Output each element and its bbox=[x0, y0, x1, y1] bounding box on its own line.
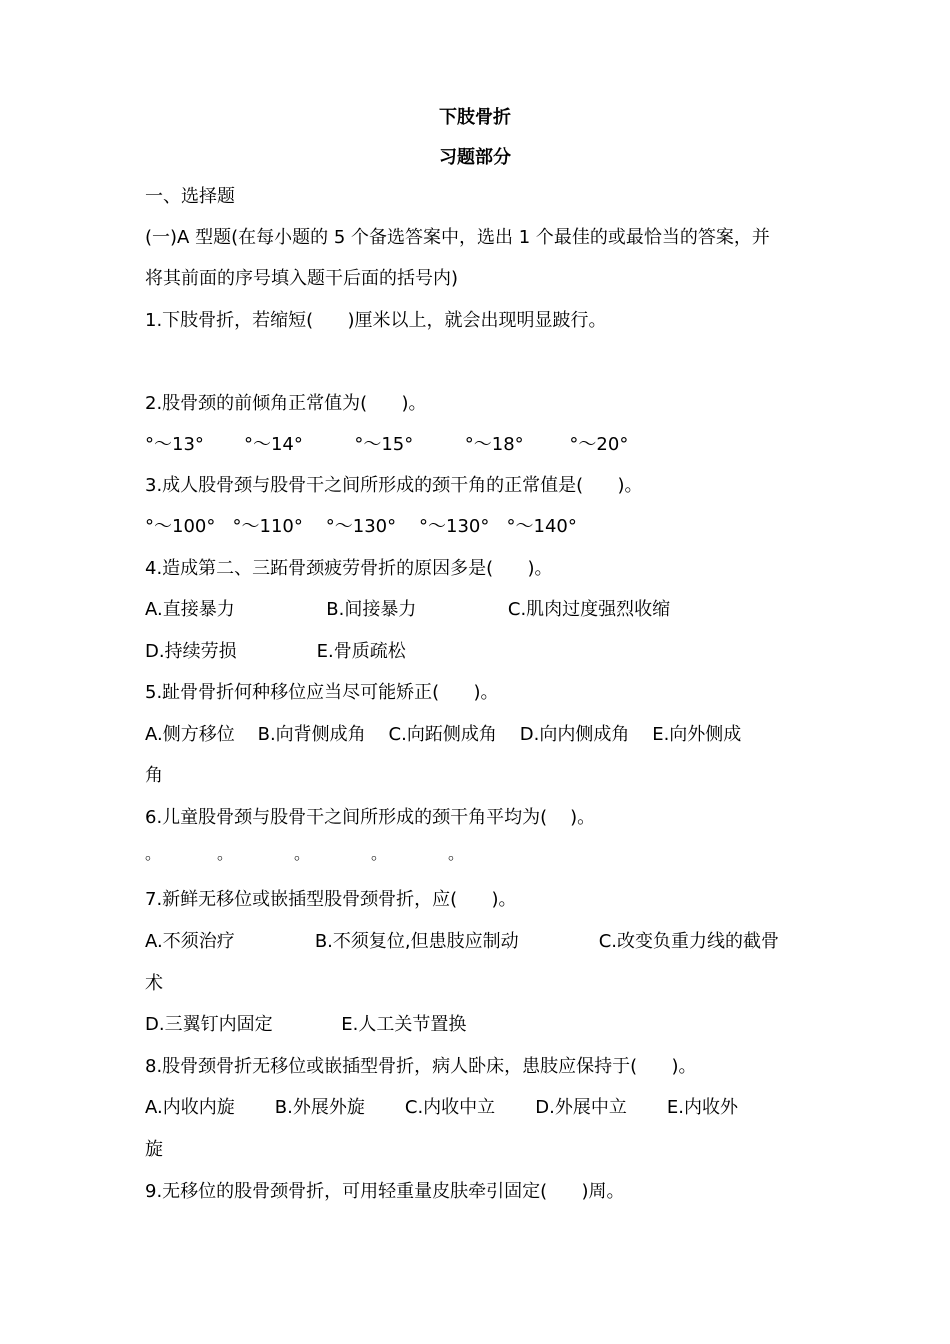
question-options: 。 。 。 。 。 bbox=[145, 844, 465, 863]
page-subtitle: 习题部分 bbox=[439, 147, 511, 168]
instruction-text: 将其前面的序号填入题干后面的括号内) bbox=[145, 268, 459, 289]
question-stem: 5.趾骨骨折何种移位应当尽可能矫正( )。 bbox=[145, 682, 499, 703]
question-options: °～100° °～110° °～130° °～130° °～140° bbox=[145, 516, 577, 537]
question-stem: 6.儿童股骨颈与股骨干之间所形成的颈干角平均为( )。 bbox=[145, 807, 596, 828]
question-stem: 9.无移位的股骨颈骨折，可用轻重量皮肤牵引固定( )周。 bbox=[145, 1181, 625, 1202]
question-options: A.直接暴力 B.间接暴力 C.肌肉过度强烈收缩 bbox=[145, 599, 671, 620]
question-options: D.持续劳损 E.骨质疏松 bbox=[145, 641, 406, 662]
question-options: A.侧方移位 B.向背侧成角 C.向跖侧成角 D.向内侧成角 E.向外侧成 bbox=[145, 724, 742, 745]
instruction-text: (一)A 型题(在每小题的 5 个备选答案中，选出 1 个最佳的或最恰当的答案，并 bbox=[145, 227, 770, 248]
question-options: 角 bbox=[145, 765, 163, 786]
question-stem: 7.新鲜无移位或嵌插型股骨颈骨折，应( )。 bbox=[145, 889, 517, 910]
question-stem: 3.成人股骨颈与股骨干之间所形成的颈干角的正常值是( )。 bbox=[145, 475, 643, 496]
question-stem: 4.造成第二、三跖骨颈疲劳骨折的原因多是( )。 bbox=[145, 558, 553, 579]
question-stem: 1.下肢骨折，若缩短( )厘米以上，就会出现明显跛行。 bbox=[145, 310, 607, 331]
question-options: °～13° °～14° °～15° °～18° °～20° bbox=[145, 434, 629, 455]
question-options: D.三翼钉内固定 E.人工关节置换 bbox=[145, 1014, 467, 1035]
section-heading: 一、选择题 bbox=[145, 186, 235, 207]
question-options: 术 bbox=[145, 973, 163, 994]
page-title: 下肢骨折 bbox=[439, 107, 511, 128]
question-options: 旋 bbox=[145, 1139, 163, 1160]
question-options: A.内收内旋 B.外展外旋 C.内收中立 D.外展中立 E.内收外 bbox=[145, 1097, 738, 1118]
question-options: A.不须治疗 B.不须复位,但患肢应制动 C.改变负重力线的截骨 bbox=[145, 931, 780, 952]
question-stem: 8.股骨颈骨折无移位或嵌插型骨折，病人卧床，患肢应保持于( )。 bbox=[145, 1056, 697, 1077]
question-stem: 2.股骨颈的前倾角正常值为( )。 bbox=[145, 393, 427, 414]
